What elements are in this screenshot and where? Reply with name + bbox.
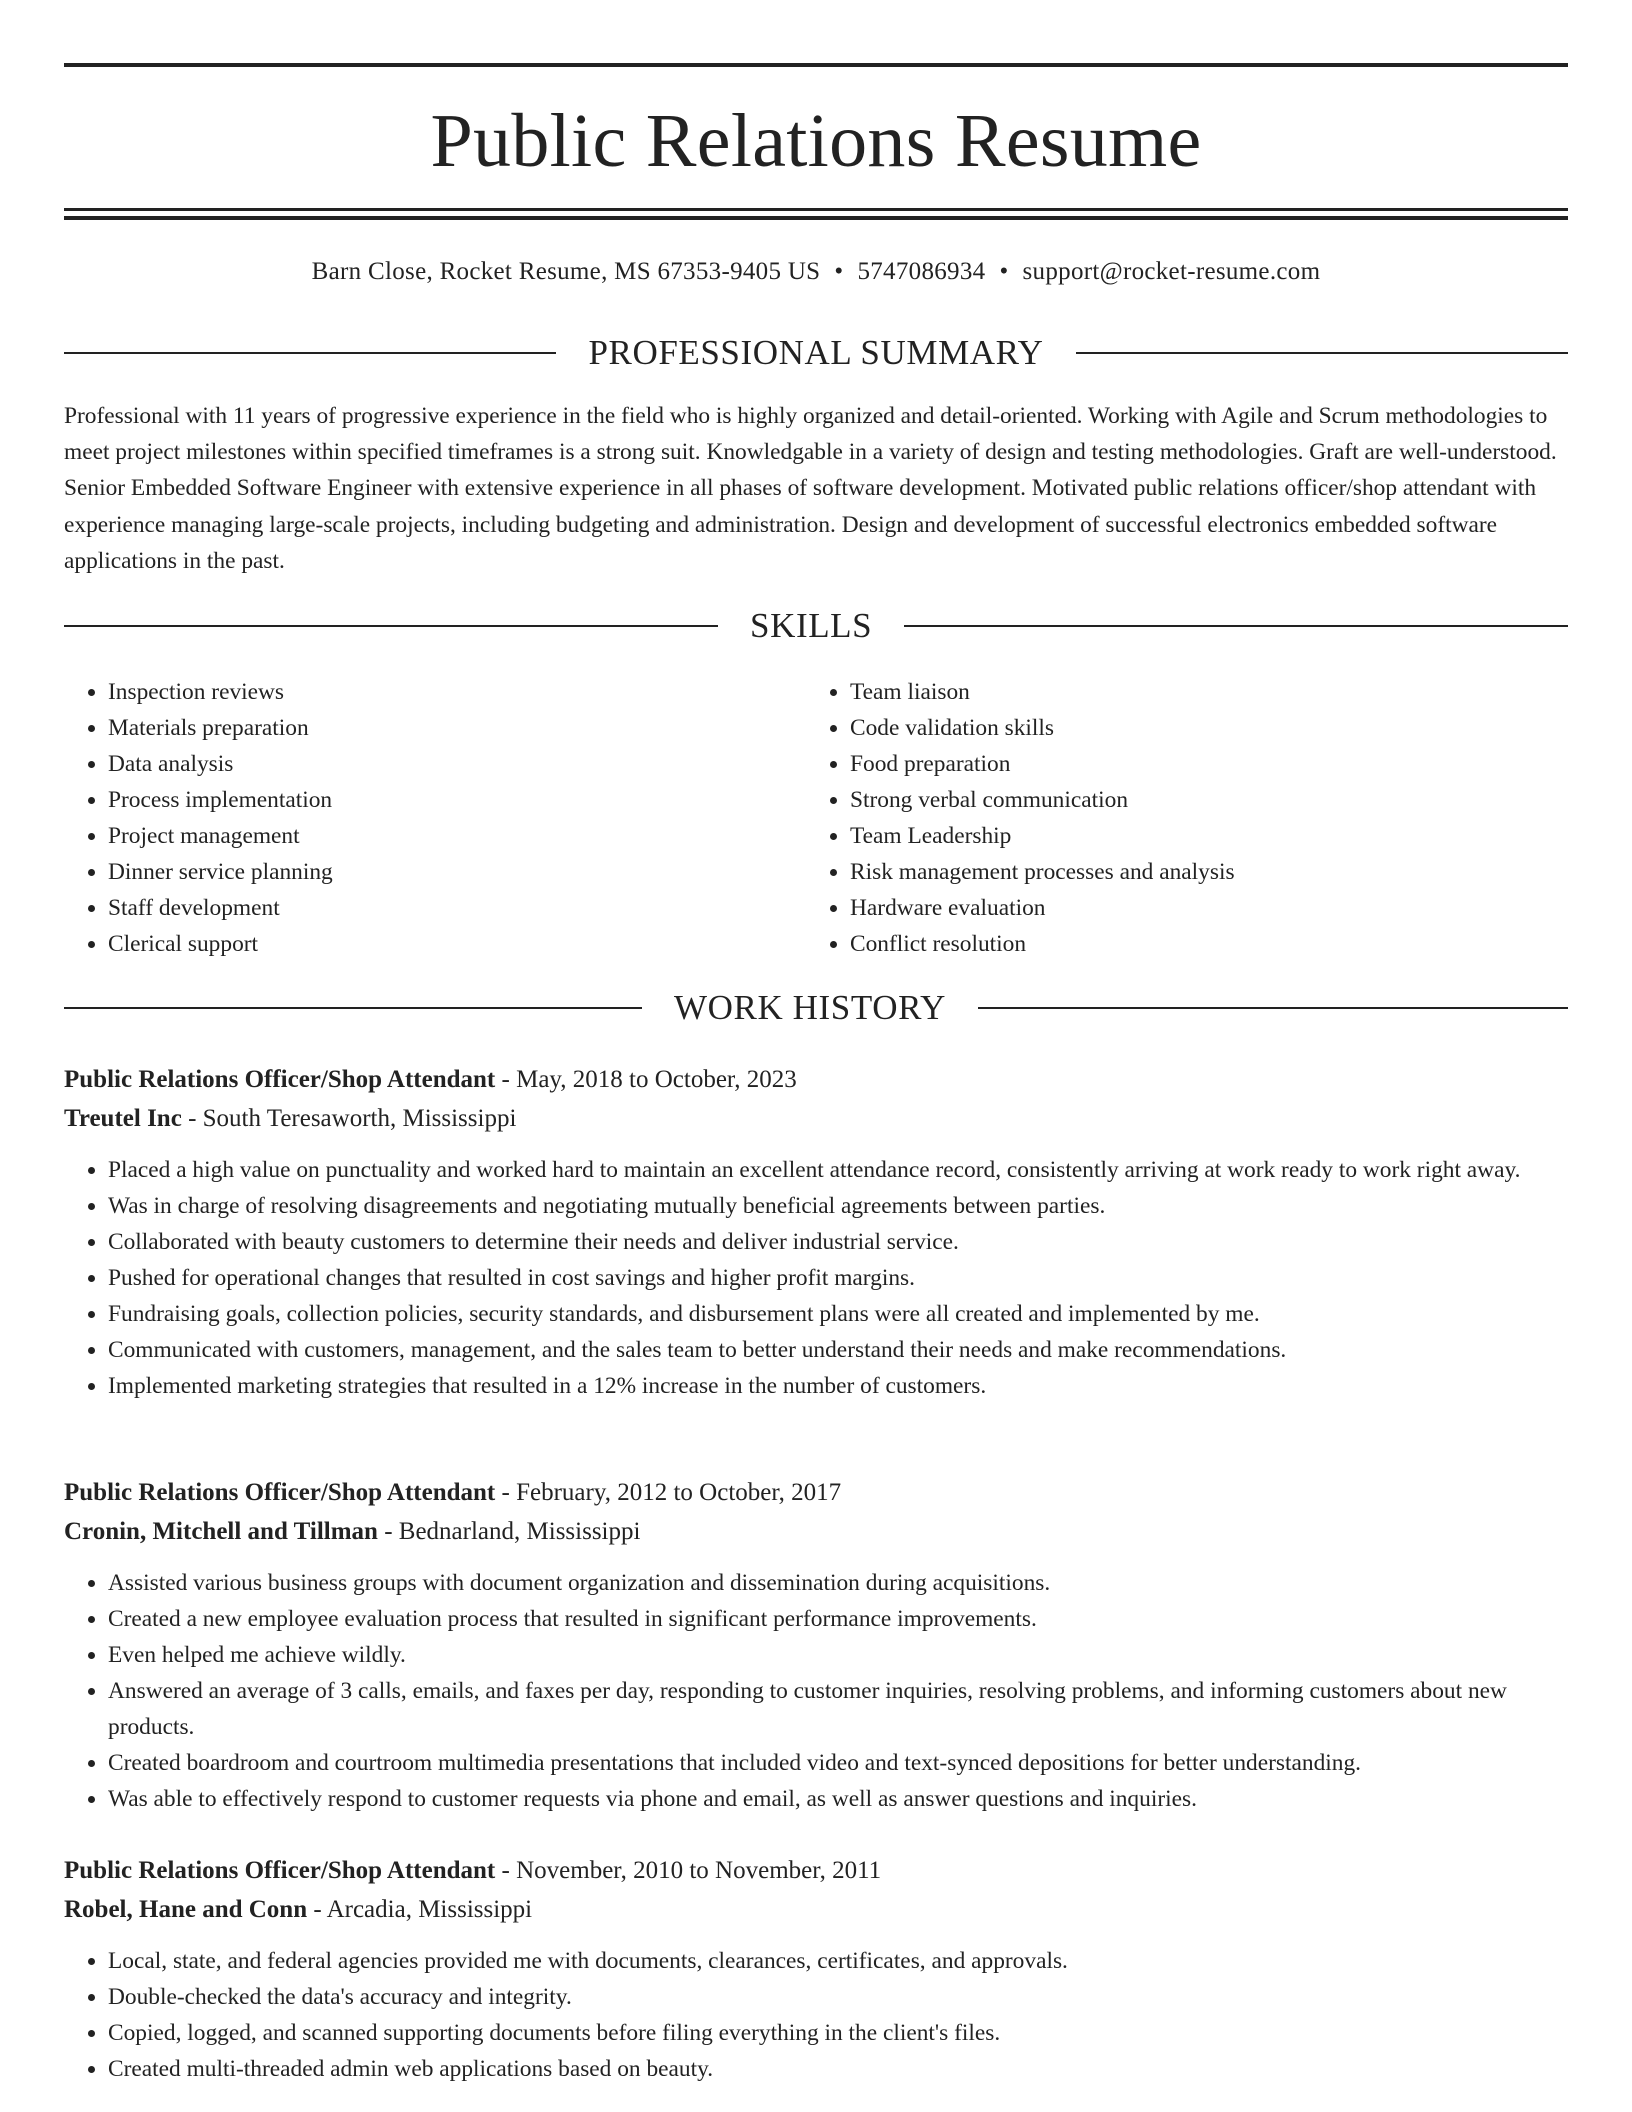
professional-summary: Professional with 11 years of progressive experience in the field who is highly organized and detail-oriented. Working with Agile and Scrum methodologies to meet project milestones within specified timeframes is a strong suit. Knowledgable in a variety of design and testing methodologies. Graft are well-understood. Senior Embedded Software Engineer with extensive experience in all phases of software development. Motivated public relations officer/shop attendant with experience managing large-scale projects, including budgeting and administration. Design and development of successful electronics embedded software applications in the past. — [64, 403, 1557, 574]
job-bullet: • Created a new employee evaluation process that resulted in significant performance improvements. — [108, 1601, 1568, 1637]
summary-heading-label: PROFESSIONAL SUMMARY — [588, 333, 1044, 372]
job-dates: February, 2012 to October, 2017 — [516, 1479, 842, 1506]
job-bullet: • Was able to effectively respond to customer requests via phone and email, as well as answer questions and inquiries. — [108, 1781, 1568, 1817]
job-company-line: Robel, Hane and Conn - Arcadia, Mississippi — [64, 1896, 533, 1923]
job-location: South Teresaworth, Mississippi — [202, 1105, 517, 1132]
skill-item: • Risk management processes and analysis — [850, 854, 1568, 890]
skill-item: • Data analysis — [108, 746, 806, 782]
summary-section-heading — [64, 330, 1568, 376]
job-dates: November, 2010 to November, 2011 — [516, 1857, 882, 1884]
contact-line — [64, 254, 1568, 290]
job-company: Cronin, Mitchell and Tillman — [64, 1518, 378, 1545]
work-section-heading — [64, 985, 1568, 1031]
contact-address: Barn Close, Rocket Resume, MS 67353-9405 US — [311, 258, 821, 285]
heading-rule-left — [64, 625, 718, 627]
job-bullet: • Copied, logged, and scanned supporting documents before filing everything in the client's files. — [108, 2015, 1568, 2051]
job-bullet: • Created boardroom and courtroom multimedia presentations that included video and text-synced depositions for better understanding. — [108, 1745, 1568, 1781]
job-title-line: Public Relations Officer/Shop Attendant - November, 2010 to November, 2011 — [64, 1857, 882, 1884]
skills-section-heading — [64, 603, 1568, 649]
job-role: Public Relations Officer/Shop Attendant — [64, 1479, 496, 1506]
page-title: Public Relations Resume — [430, 99, 1202, 183]
job-bullets — [64, 1565, 1568, 1817]
job-role: Public Relations Officer/Shop Attendant — [64, 1066, 496, 1093]
job-company: Treutel Inc — [64, 1105, 182, 1132]
job-company-line: Cronin, Mitchell and Tillman - Bednarland, Mississippi — [64, 1518, 641, 1545]
skill-item: • Team liaison — [850, 674, 1568, 710]
heading-rule-left — [64, 352, 556, 354]
title-rule-lower — [64, 216, 1568, 220]
skill-item: • Strong verbal communication — [850, 782, 1568, 818]
skill-item: • Code validation skills — [850, 710, 1568, 746]
job-bullets — [64, 1943, 1568, 2087]
heading-rule-left — [64, 1007, 642, 1009]
job-bullet: • Collaborated with beauty customers to determine their needs and deliver industrial service. — [108, 1224, 1568, 1260]
heading-rule-right — [904, 625, 1568, 627]
contact-email: support@rocket-resume.com — [1022, 258, 1321, 285]
skill-item: • Hardware evaluation — [850, 890, 1568, 926]
job-company-line: Treutel Inc - South Teresaworth, Mississippi — [64, 1105, 517, 1132]
skills-heading-label: SKILLS — [750, 606, 873, 645]
job-bullet: • Pushed for operational changes that resulted in cost savings and higher profit margins. — [108, 1260, 1568, 1296]
skills-column-left — [64, 674, 806, 962]
job-bullet: • Created multi-threaded admin web applications based on beauty. — [108, 2051, 1568, 2087]
heading-rule-right — [1076, 352, 1568, 354]
skill-item: • Dinner service planning — [108, 854, 806, 890]
heading-rule-right — [978, 1007, 1568, 1009]
job-bullet: • Fundraising goals, collection policies, security standards, and disbursement plans were all created and implemented by me. — [108, 1296, 1568, 1332]
work-heading-label: WORK HISTORY — [674, 988, 946, 1027]
job-bullet: • Double-checked the data's accuracy and integrity. — [108, 1979, 1568, 2015]
job-bullet: • Even helped me achieve wildly. — [108, 1637, 1568, 1673]
job-title-line: Public Relations Officer/Shop Attendant - February, 2012 to October, 2017 — [64, 1479, 842, 1506]
job-company: Robel, Hane and Conn — [64, 1896, 308, 1923]
job-bullets — [64, 1152, 1568, 1404]
job-bullet: • Assisted various business groups with document organization and dissemination during acquisitions. — [108, 1565, 1568, 1601]
top-rule — [64, 63, 1568, 67]
job-entry — [64, 1060, 1568, 1404]
job-location: Arcadia, Mississippi — [326, 1896, 533, 1923]
job-bullet: • Placed a high value on punctuality and worked hard to maintain an excellent attendance record, consistently arriving at work ready to work right away. — [108, 1152, 1568, 1188]
skill-item: • Inspection reviews — [108, 674, 806, 710]
job-bullet: • Answered an average of 3 calls, emails, and faxes per day, responding to customer inquiries, resolving problems, and informing customers about new products. — [108, 1673, 1568, 1745]
contact-separator: • — [834, 258, 844, 285]
job-bullet: • Was in charge of resolving disagreements and negotiating mutually beneficial agreements between parties. — [108, 1188, 1568, 1224]
job-bullet: • Implemented marketing strategies that resulted in a 12% increase in the number of customers. — [108, 1368, 1568, 1404]
skills-list — [64, 674, 1568, 962]
job-role: Public Relations Officer/Shop Attendant — [64, 1857, 496, 1884]
skill-item: • Process implementation — [108, 782, 806, 818]
job-bullet: • Local, state, and federal agencies provided me with documents, clearances, certificates, and approvals. — [108, 1943, 1568, 1979]
skill-item: • Food preparation — [850, 746, 1568, 782]
contact-phone: 5747086934 — [857, 258, 986, 285]
skill-item: • Team Leadership — [850, 818, 1568, 854]
job-bullet: • Communicated with customers, management, and the sales team to better understand their needs and make recommendations. — [108, 1332, 1568, 1368]
skills-column-right — [806, 674, 1568, 962]
skill-item: • Staff development — [108, 890, 806, 926]
job-entry — [64, 1851, 1568, 2087]
job-title-line: Public Relations Officer/Shop Attendant - May, 2018 to October, 2023 — [64, 1066, 797, 1093]
title-rule-upper — [64, 208, 1568, 211]
contact-separator: • — [999, 258, 1009, 285]
skill-item: • Materials preparation — [108, 710, 806, 746]
job-entry — [64, 1473, 1568, 1817]
job-dates: May, 2018 to October, 2023 — [516, 1066, 797, 1093]
skill-item: • Project management — [108, 818, 806, 854]
skill-item: • Clerical support — [108, 926, 806, 962]
skill-item: • Conflict resolution — [850, 926, 1568, 962]
job-location: Bednarland, Mississippi — [398, 1518, 641, 1545]
